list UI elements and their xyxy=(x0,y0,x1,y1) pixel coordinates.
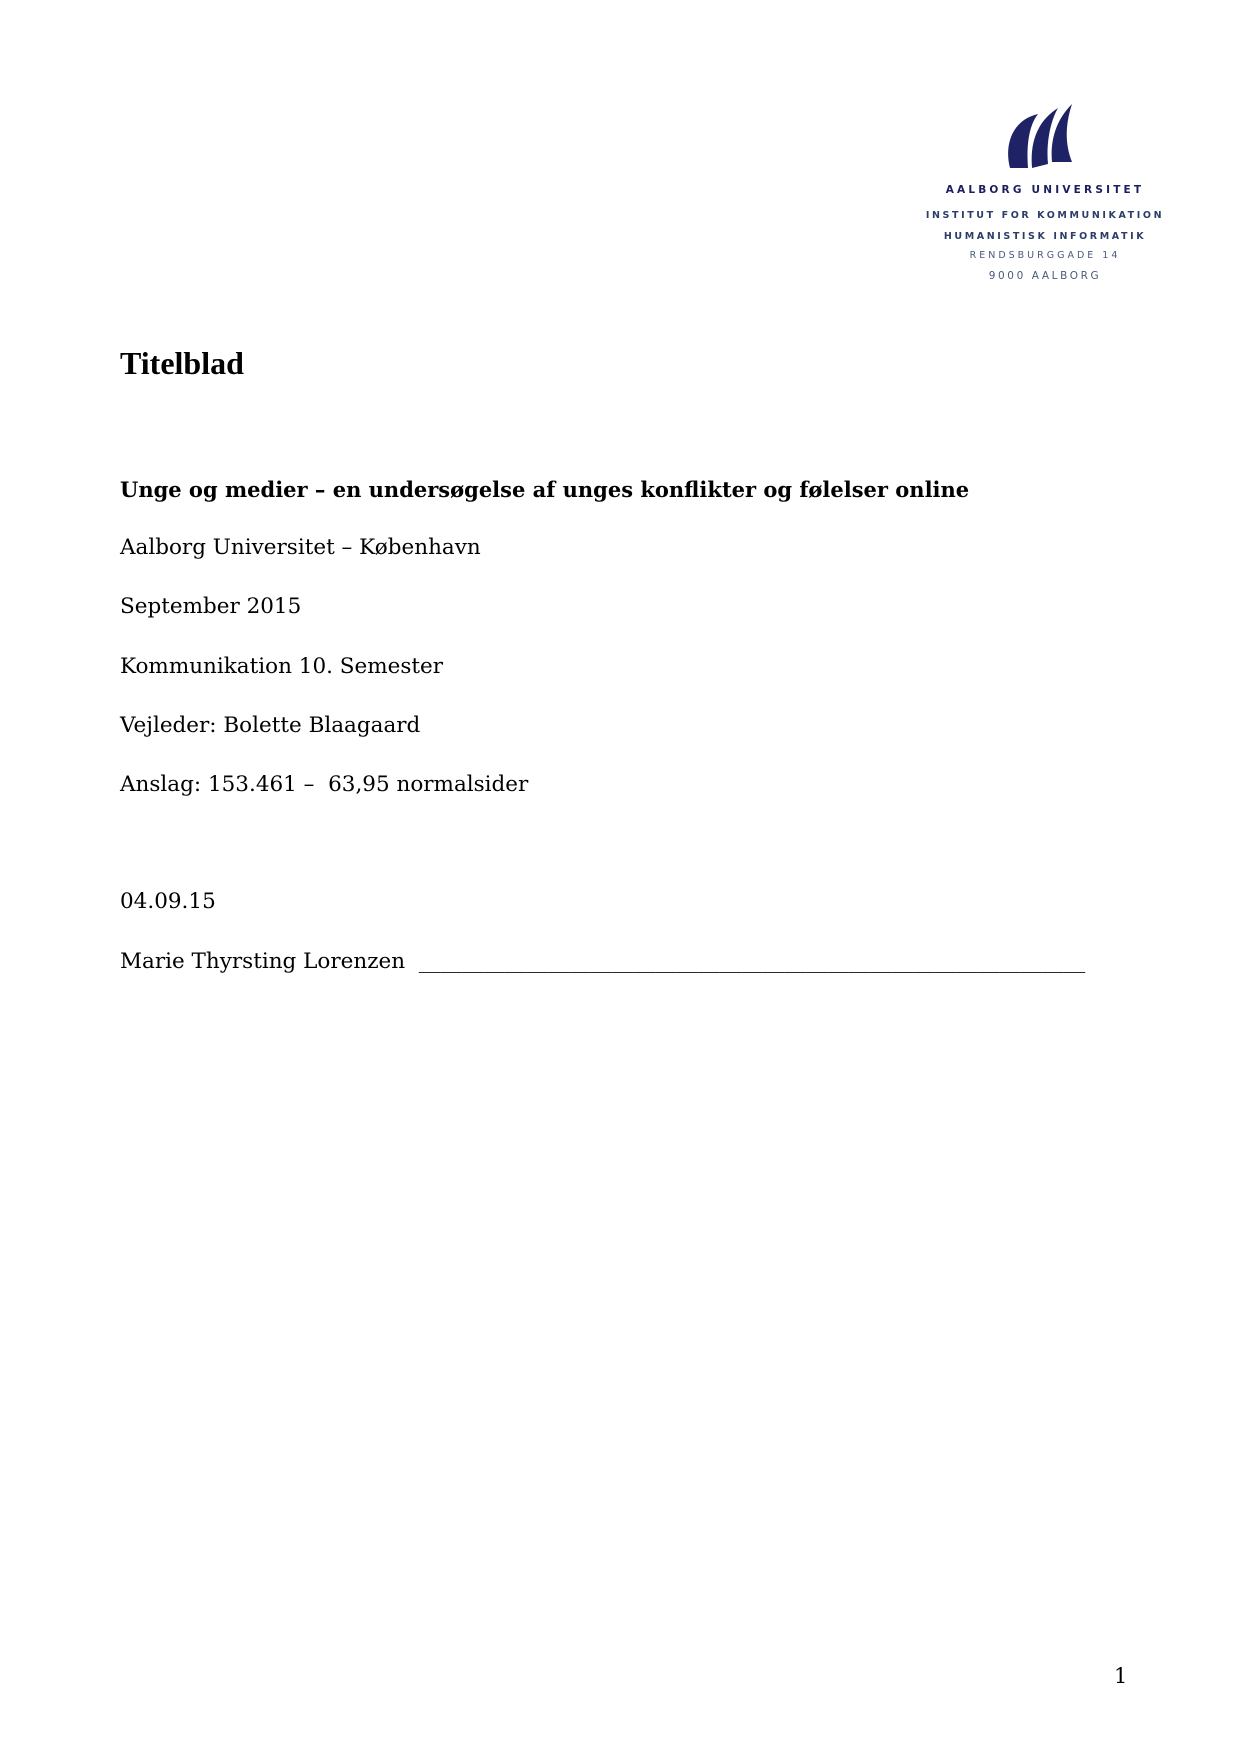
institute-name: INSTITUT FOR KOMMUNIKATION xyxy=(925,210,1165,221)
signature-line: Marie Thyrsting Lorenzen ______________________________________________________________ xyxy=(120,949,1086,974)
date: 04.09.15 xyxy=(120,889,216,914)
university-name: AALBORG UNIVERSITET xyxy=(945,184,1145,196)
thesis-title: Unge og medier – en undersøgelse af unges konflikter og følelser online xyxy=(120,477,970,502)
supervisor: Vejleder: Bolette Blaagaard xyxy=(120,713,421,738)
aau-logo-icon xyxy=(1000,100,1080,170)
page-number: 1 xyxy=(1114,1664,1128,1688)
city-address: 9000 AALBORG xyxy=(988,270,1102,282)
date-month: September 2015 xyxy=(120,594,302,619)
character-count: Anslag: 153.461 – 63,95 normalsider xyxy=(120,772,529,797)
institution: Aalborg Universitet – København xyxy=(120,535,481,560)
department-name: HUMANISTISK INFORMATIK xyxy=(943,231,1147,242)
page-heading: Titelblad xyxy=(120,345,244,381)
program: Kommunikation 10. Semester xyxy=(120,654,444,679)
street-address: RENDSBURGGADE 14 xyxy=(969,250,1121,261)
